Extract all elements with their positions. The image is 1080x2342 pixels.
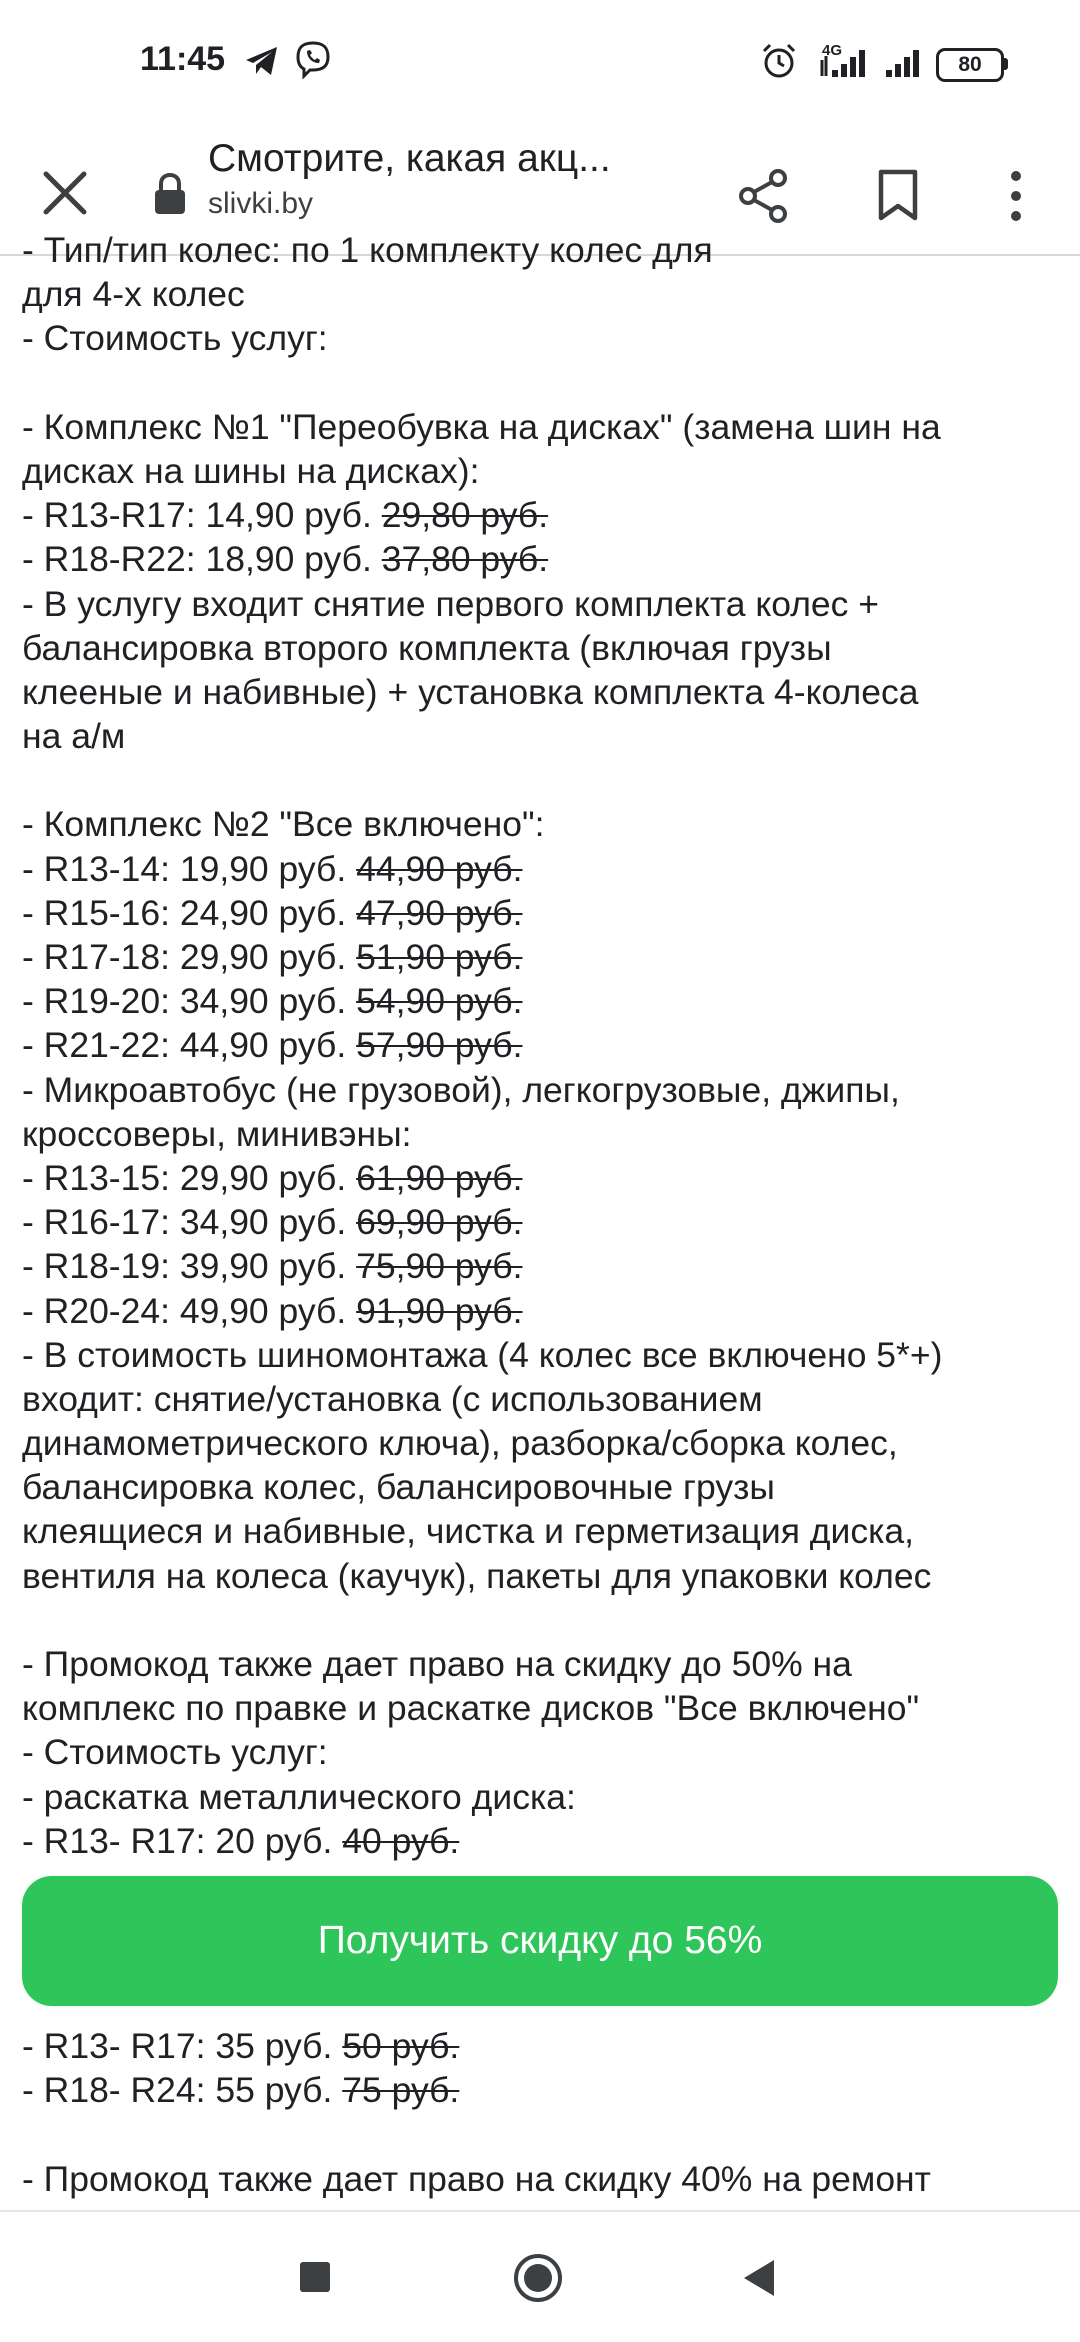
- text-line: [22, 1156, 1062, 1200]
- text-line: [22, 2068, 1062, 2112]
- text-line: [22, 2024, 1062, 2068]
- line-text: - R13-R17: 14,90 руб.: [22, 495, 382, 536]
- text-line: [22, 1289, 1062, 1333]
- old-price: 69,90 руб.: [356, 1202, 523, 1243]
- text-line: [22, 714, 1062, 758]
- line-text: дисках на шины на дисках):: [22, 450, 480, 491]
- line-text: балансировка колес, балансировочные грузы: [22, 1467, 775, 1508]
- text-line: [22, 582, 1062, 626]
- offer-terms-text: [22, 228, 1062, 1863]
- old-price: 51,90 руб.: [356, 937, 523, 977]
- line-text: - R13- R17: 35 руб.: [22, 2026, 343, 2066]
- old-price: 50 руб.: [342, 2026, 460, 2066]
- viber-icon: [294, 40, 332, 80]
- network-label: 4G: [822, 42, 843, 59]
- circle-icon[interactable]: [512, 2252, 564, 2304]
- text-line: [22, 2112, 1062, 2156]
- bookmark-icon[interactable]: [876, 168, 920, 222]
- text-line: [22, 802, 1062, 846]
- text-line: [22, 228, 1062, 272]
- line-text: - Тип/тип колес: по 1 комплекту колес для: [22, 230, 713, 270]
- text-line: [22, 1554, 1062, 1598]
- text-line: [22, 1509, 1062, 1553]
- old-price: 54,90 руб.: [356, 981, 523, 1022]
- line-text: - раскатка металлического диска:: [22, 1776, 576, 1817]
- line-text: - R15-16: 24,90 руб.: [22, 892, 357, 933]
- line-text: - Комплекс №2 "Все включено":: [22, 804, 545, 845]
- line-text: - R20-24: 49,90 руб.: [22, 1290, 357, 1331]
- line-text: для 4-х колес: [22, 274, 245, 315]
- line-text: - R21-22: 44,90 руб.: [22, 1025, 357, 1066]
- text-line: [22, 1244, 1062, 1288]
- line-text: клееные и набивные) + установка комплекта 4-колеса: [22, 671, 919, 712]
- offer-terms-text-continued: [22, 2024, 1062, 2201]
- old-price: 37,80 руб.: [381, 539, 549, 580]
- line-text: входит: снятие/установка (с использованием: [22, 1378, 763, 1419]
- page-url: slivki.by: [208, 187, 314, 220]
- system-navigation-bar: [0, 2210, 1080, 2342]
- text-line: [22, 405, 1062, 449]
- text-line: [22, 626, 1062, 670]
- close-icon[interactable]: [40, 168, 90, 218]
- square-icon[interactable]: [298, 2260, 332, 2294]
- text-line: [22, 449, 1062, 493]
- battery-tip: [1003, 58, 1008, 70]
- share-icon[interactable]: [736, 168, 792, 224]
- text-line: [22, 361, 1062, 405]
- line-text: вентиля на колеса (каучук), пакеты для упаковки колес: [22, 1555, 932, 1596]
- old-price: 44,90 руб.: [356, 848, 523, 889]
- text-line: [22, 670, 1062, 714]
- text-line: [22, 979, 1062, 1023]
- line-text: - Промокод также дает право на скидку 40% на ремонт: [22, 2158, 931, 2199]
- line-text: - Промокод также дает право на скидку до 50% на: [22, 1644, 852, 1684]
- text-line: [22, 316, 1062, 360]
- telegram-icon: [244, 44, 280, 78]
- line-text: - R18-19: 39,90 руб.: [22, 1246, 357, 1287]
- more-vert-icon[interactable]: [1006, 168, 1026, 224]
- text-line: [22, 1068, 1062, 1112]
- text-line: [22, 1598, 1062, 1642]
- old-price: 75,90 руб.: [356, 1246, 523, 1287]
- line-text: - R13- R17: 20 руб.: [22, 1820, 343, 1861]
- alarm-icon: [760, 42, 798, 80]
- signal-icon: [818, 46, 874, 78]
- line-text: - R13-14: 19,90 руб.: [22, 848, 357, 889]
- line-text: - R16-17: 34,90 руб.: [22, 1202, 357, 1243]
- text-line: [22, 2157, 1062, 2201]
- old-price: 57,90 руб.: [356, 1025, 523, 1066]
- battery-indicator: 80: [936, 48, 1004, 82]
- line-text: - Стоимость услуг:: [22, 318, 328, 359]
- text-line: [22, 1819, 1062, 1863]
- text-line: [22, 1686, 1062, 1730]
- text-line: [22, 935, 1062, 979]
- lock-icon[interactable]: [152, 172, 188, 216]
- line-text: клеящиеся и набивные, чистка и герметизация диска,: [22, 1511, 915, 1552]
- signal-icon-2: [884, 46, 930, 78]
- text-line: [22, 1333, 1062, 1377]
- line-text: динамометрического ключа), разборка/сборка колес,: [22, 1423, 898, 1464]
- get-discount-button[interactable]: Получить скидку до 56%: [22, 1876, 1058, 2006]
- line-text: балансировка второго комплекта (включая грузы: [22, 627, 832, 668]
- text-line: [22, 1465, 1062, 1509]
- old-price: 75 руб.: [342, 2070, 460, 2111]
- line-text: на а/м: [22, 716, 126, 757]
- line-text: - Комплекс №1 "Переобувка на дисках" (замена шин на: [22, 406, 941, 447]
- old-price: 40 руб.: [342, 1820, 460, 1861]
- text-line: [22, 1023, 1062, 1067]
- status-time: 11:45: [140, 40, 226, 78]
- old-price: 29,80 руб.: [381, 495, 549, 536]
- line-text: - Микроавтобус (не грузовой), легкогрузовые, джипы,: [22, 1069, 900, 1110]
- line-text: - R17-18: 29,90 руб.: [22, 937, 357, 977]
- text-line: [22, 891, 1062, 935]
- text-line: [22, 272, 1062, 316]
- status-bar: [0, 0, 1080, 124]
- text-line: [22, 1112, 1062, 1156]
- line-text: - В услугу входит снятие первого комплекта колес +: [22, 583, 880, 624]
- text-line: [22, 1421, 1062, 1465]
- text-line: [22, 758, 1062, 802]
- old-price: 61,90 руб.: [356, 1157, 523, 1198]
- line-text: - Стоимость услуг:: [22, 1732, 328, 1773]
- text-line: [22, 1377, 1062, 1421]
- text-line: [22, 847, 1062, 891]
- line-text: комплекс по правке и раскатке дисков "Все включено": [22, 1688, 920, 1729]
- text-line: [22, 537, 1062, 581]
- text-line: [22, 1200, 1062, 1244]
- text-line: [22, 1775, 1062, 1819]
- old-price: 47,90 руб.: [356, 892, 523, 933]
- line-text: - R18-R22: 18,90 руб.: [22, 539, 382, 580]
- triangle-back-icon[interactable]: [740, 2258, 778, 2298]
- text-line: [22, 1730, 1062, 1774]
- line-text: - R13-15: 29,90 руб.: [22, 1157, 357, 1198]
- title-block[interactable]: [208, 134, 678, 224]
- text-line: [22, 493, 1062, 537]
- line-text: кроссоверы, минивэны:: [22, 1113, 412, 1154]
- old-price: 91,90 руб.: [356, 1290, 523, 1331]
- line-text: - R18- R24: 55 руб.: [22, 2070, 343, 2111]
- line-text: - R19-20: 34,90 руб.: [22, 981, 357, 1022]
- page-title: Смотрите, какая акц...: [208, 137, 611, 180]
- line-text: - В стоимость шиномонтажа (4 колес все включено 5*+): [22, 1334, 943, 1375]
- text-line: [22, 1642, 1062, 1686]
